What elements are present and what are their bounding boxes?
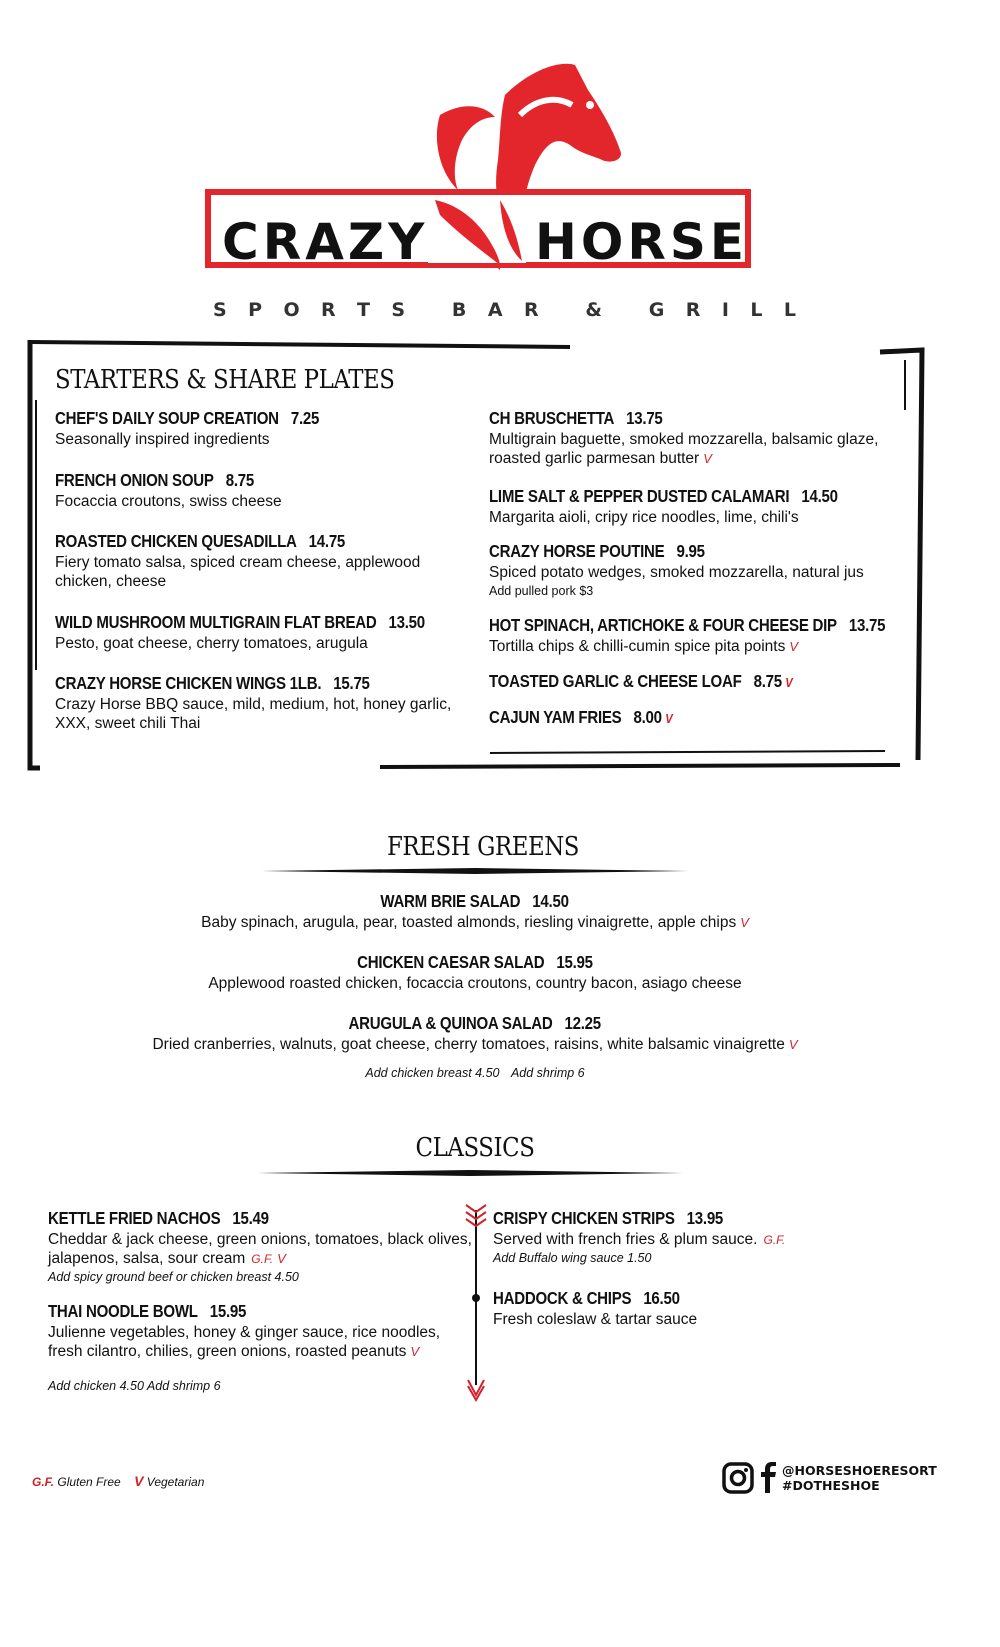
- menu-item: [55, 673, 455, 733]
- menu-item-description: [0, 913, 950, 932]
- vegetarian-mark: V: [410, 1344, 420, 1359]
- menu-item-name: [493, 1208, 723, 1229]
- menu-item-description-text: Spiced potato wedges, smoked mozzarella, natural jus: [489, 564, 864, 581]
- menu-item: [489, 707, 884, 728]
- menu-item-description: [48, 1323, 478, 1361]
- menu-item-description-text: Cheddar & jack cheese, green onions, tomatoes, black olives, jalapenos, salsa, sour cream: [48, 1231, 472, 1267]
- add-shrimp: Add shrimp 6: [510, 1066, 585, 1080]
- menu-item-name: [489, 408, 663, 429]
- brand-word-right: HORSE: [535, 213, 749, 271]
- menu-item-description: [0, 1035, 950, 1054]
- vegetarian-mark: V: [788, 1037, 798, 1052]
- facebook-icon[interactable]: [761, 1462, 776, 1493]
- menu-item: [55, 531, 455, 591]
- menu-item-title: CHEF'S DAILY SOUP CREATION: [55, 408, 279, 428]
- menu-item: [55, 612, 455, 653]
- menu-item-title: WARM BRIE SALAD: [380, 891, 521, 911]
- menu-item-description-text: Applewood roasted chicken, focaccia croutons, country bacon, asiago cheese: [208, 975, 742, 992]
- v-key: V: [134, 1473, 144, 1489]
- menu-item-add-on: Add Buffalo wing sauce 1.50: [493, 1251, 652, 1265]
- menu-item-price: 13.75: [848, 615, 886, 635]
- gf-key: G.F.: [32, 1475, 55, 1489]
- menu-item-name: [489, 615, 885, 636]
- menu-item-title: TOASTED GARLIC & CHEESE LOAF: [489, 671, 742, 691]
- menu-item: [48, 1301, 478, 1361]
- menu-item-price: 9.95: [676, 541, 705, 561]
- menu-item-price: 8.00: [633, 707, 662, 727]
- menu-item: [493, 1288, 893, 1329]
- menu-item-title: CHICKEN CAESAR SALAD: [357, 952, 545, 972]
- menu-item-description: [493, 1230, 893, 1250]
- menu-item-description-text: Margarita aioli, cripy rice noodles, lime, chili's: [489, 509, 799, 526]
- tagline-letter: R: [523, 299, 541, 321]
- menu-item-price: 13.75: [626, 408, 663, 428]
- menu-item: [0, 891, 950, 932]
- vegetarian-mark: V: [789, 639, 799, 654]
- menu-item-name: [55, 673, 370, 694]
- menu-item-description: [55, 430, 455, 449]
- menu-item-name: [489, 671, 792, 692]
- classics-divider: [255, 1168, 685, 1178]
- menu-item-price: 12.25: [564, 1013, 602, 1033]
- menu-item-price: 15.49: [232, 1208, 269, 1228]
- tagline-letter: T: [357, 299, 373, 321]
- vegetarian-mark: V: [277, 1251, 286, 1266]
- tagline-letter: R: [321, 299, 338, 321]
- menu-item-name: [55, 408, 319, 429]
- menu-item-name: [349, 1013, 601, 1034]
- menu-item-description-text: Tortilla chips & chilli-cumin spice pita points: [489, 638, 786, 655]
- menu-item-description: [493, 1310, 893, 1329]
- section-title-starters: STARTERS & SHARE PLATES: [55, 365, 395, 395]
- menu-item-title: THAI NOODLE BOWL: [48, 1301, 198, 1321]
- menu-item-name: [55, 612, 425, 633]
- menu-item-description-text: Crazy Horse BBQ sauce, mild, medium, hot, honey garlic, XXX, sweet chili Thai: [55, 696, 452, 732]
- menu-item-title: ARUGULA & QUINOA SALAD: [348, 1013, 553, 1033]
- menu-item-price: 15.75: [333, 673, 370, 693]
- tagline-letter: &: [585, 299, 604, 321]
- menu-item-title: CRAZY HORSE CHICKEN WINGS 1LB.: [55, 673, 322, 693]
- menu-item-title: HADDOCK & CHIPS: [493, 1288, 632, 1308]
- v-label: Vegetarian: [146, 1475, 205, 1489]
- tagline-letter: G: [648, 299, 667, 321]
- menu-item-name: [489, 486, 838, 507]
- menu-item: [489, 671, 884, 692]
- menu-item-description-text: Fresh coleslaw & tartar sauce: [493, 1311, 698, 1328]
- tagline-letter: I: [721, 299, 731, 321]
- menu-item-price: 15.95: [209, 1301, 247, 1321]
- instagram-icon[interactable]: [724, 1464, 752, 1492]
- menu-item-price: 14.75: [308, 531, 346, 551]
- menu-item: [55, 470, 455, 511]
- tagline-letter: O: [283, 299, 302, 321]
- menu-item-price: 14.50: [532, 891, 570, 911]
- menu-item-description: [55, 492, 455, 511]
- menu-item-price: 16.50: [643, 1288, 680, 1308]
- menu-item-name: [489, 541, 705, 562]
- menu-item-add-on: Add pulled pork $3: [489, 584, 594, 598]
- menu-item-title: CH BRUSCHETTA: [489, 408, 615, 428]
- menu-item-price: 7.25: [290, 408, 320, 428]
- menu-item: [493, 1208, 893, 1265]
- menu-item: [48, 1208, 478, 1284]
- menu-item-title: WILD MUSHROOM MULTIGRAIN FLAT BREAD: [55, 612, 377, 632]
- menu-item-price: 8.75: [225, 470, 254, 490]
- menu-item-price: 13.50: [388, 612, 425, 632]
- menu-item-description-text: Dried cranberries, walnuts, goat cheese, cherry tomatoes, raisins, white balsamic vinaigrette: [152, 1036, 785, 1053]
- menu-item-description-text: Pesto, goat cheese, cherry tomatoes, arugula: [55, 635, 368, 652]
- tagline-letter: L: [750, 299, 765, 321]
- menu-item-description: [55, 695, 455, 733]
- menu-item: [489, 541, 884, 598]
- menu-item-title: CRISPY CHICKEN STRIPS: [493, 1208, 675, 1228]
- menu-item-name: [55, 470, 254, 491]
- menu-item-description: [55, 553, 455, 591]
- menu-item-title: FRENCH ONION SOUP: [55, 470, 214, 490]
- tagline-letter: [427, 299, 433, 321]
- menu-item-title: HOT SPINACH, ARTICHOKE & FOUR CHEESE DIP: [489, 615, 837, 635]
- greens-add-ons: [0, 1066, 950, 1080]
- tagline-letter: A: [487, 299, 505, 321]
- hashtag: #DOTHESHOE: [782, 1478, 880, 1493]
- menu-item-name: [48, 1208, 269, 1229]
- vegetarian-mark: V: [703, 451, 712, 466]
- tagline-letter: S: [213, 299, 229, 321]
- menu-item-price: 15.95: [556, 952, 593, 972]
- menu-item: [0, 1013, 950, 1054]
- menu-item-name: [357, 952, 593, 973]
- section-title-classics: CLASSICS: [415, 1133, 535, 1163]
- menu-item-description: [55, 634, 455, 653]
- menu-item-title: CAJUN YAM FRIES: [489, 707, 622, 727]
- gluten-free-mark: G.F.: [251, 1252, 274, 1266]
- menu-item-description: [48, 1230, 478, 1269]
- menu-item-description: [0, 974, 950, 993]
- add-chicken-breast: Add chicken breast 4.50: [365, 1066, 500, 1080]
- gf-label: Gluten Free: [57, 1475, 121, 1489]
- vegetarian-mark: V: [665, 711, 673, 726]
- menu-item-description-text: Served with french fries & plum sauce.: [493, 1231, 758, 1248]
- menu-item-title: CRAZY HORSE POUTINE: [489, 541, 665, 561]
- menu-item-description: [489, 508, 884, 527]
- tagline-letter: L: [783, 299, 798, 321]
- menu-item-description-text: Seasonally inspired ingredients: [55, 431, 270, 448]
- vegetarian-mark: V: [740, 915, 749, 930]
- menu-item-description-text: Focaccia croutons, swiss cheese: [55, 493, 282, 510]
- menu-item-price: 8.75: [753, 671, 782, 691]
- menu-item-description-text: Fiery tomato salsa, spiced cream cheese, applewood chicken, cheese: [55, 554, 421, 590]
- brand-word-left: CRAZY: [222, 213, 429, 271]
- brand-tagline: [213, 299, 798, 321]
- menu-item: [489, 615, 884, 656]
- menu-item-description-text: Baby spinach, arugula, pear, toasted almonds, riesling vinaigrette, apple chips: [201, 914, 737, 931]
- menu-item-name: [493, 1288, 680, 1309]
- tagline-letter: [560, 299, 566, 321]
- section-title-greens: FRESH GREENS: [387, 832, 580, 862]
- vegetarian-mark: V: [785, 675, 793, 690]
- menu-item-title: ROASTED CHICKEN QUESADILLA: [55, 531, 297, 551]
- classics-add-ons: Add chicken 4.50 Add shrimp 6: [48, 1379, 221, 1393]
- menu-item-description: [489, 430, 884, 468]
- tagline-letter: B: [451, 299, 469, 321]
- tagline-letter: P: [248, 299, 265, 321]
- menu-item-name: [381, 891, 569, 912]
- menu-item-description-text: Julienne vegetables, honey & ginger sauce, rice noodles, fresh cilantro, chilies, green onions, roasted peanuts: [48, 1324, 441, 1360]
- dietary-legend: [32, 1473, 204, 1489]
- social-handle[interactable]: @HORSESHOERESORT: [782, 1463, 937, 1478]
- menu-item-title: KETTLE FRIED NACHOS: [48, 1208, 221, 1228]
- menu-item-name: [55, 531, 345, 552]
- greens-divider: [260, 866, 690, 876]
- menu-item-description-text: Multigrain baguette, smoked mozzarella, balsamic glaze, roasted garlic parmesan butter: [489, 431, 879, 467]
- menu-item-description: [489, 637, 884, 656]
- menu-item-name: [48, 1301, 246, 1322]
- menu-item-add-on: Add spicy ground beef or chicken breast 4.50: [48, 1270, 299, 1284]
- menu-item-name: [489, 707, 672, 728]
- menu-item-price: 13.95: [686, 1208, 724, 1228]
- menu-item: [55, 408, 455, 449]
- tagline-letter: S: [391, 299, 408, 321]
- gluten-free-mark: G.F.: [763, 1233, 786, 1247]
- menu-item-description: [489, 563, 884, 582]
- menu-item-title: LIME SALT & PEPPER DUSTED CALAMARI: [489, 486, 790, 506]
- tagline-letter: R: [685, 299, 703, 321]
- menu-item: [489, 408, 884, 468]
- menu-item: [489, 486, 884, 527]
- social-handles: [782, 1463, 937, 1493]
- tagline-letter: [623, 299, 629, 321]
- social-icons: [722, 1462, 780, 1494]
- menu-item-price: 14.50: [801, 486, 838, 506]
- menu-item: [0, 952, 950, 993]
